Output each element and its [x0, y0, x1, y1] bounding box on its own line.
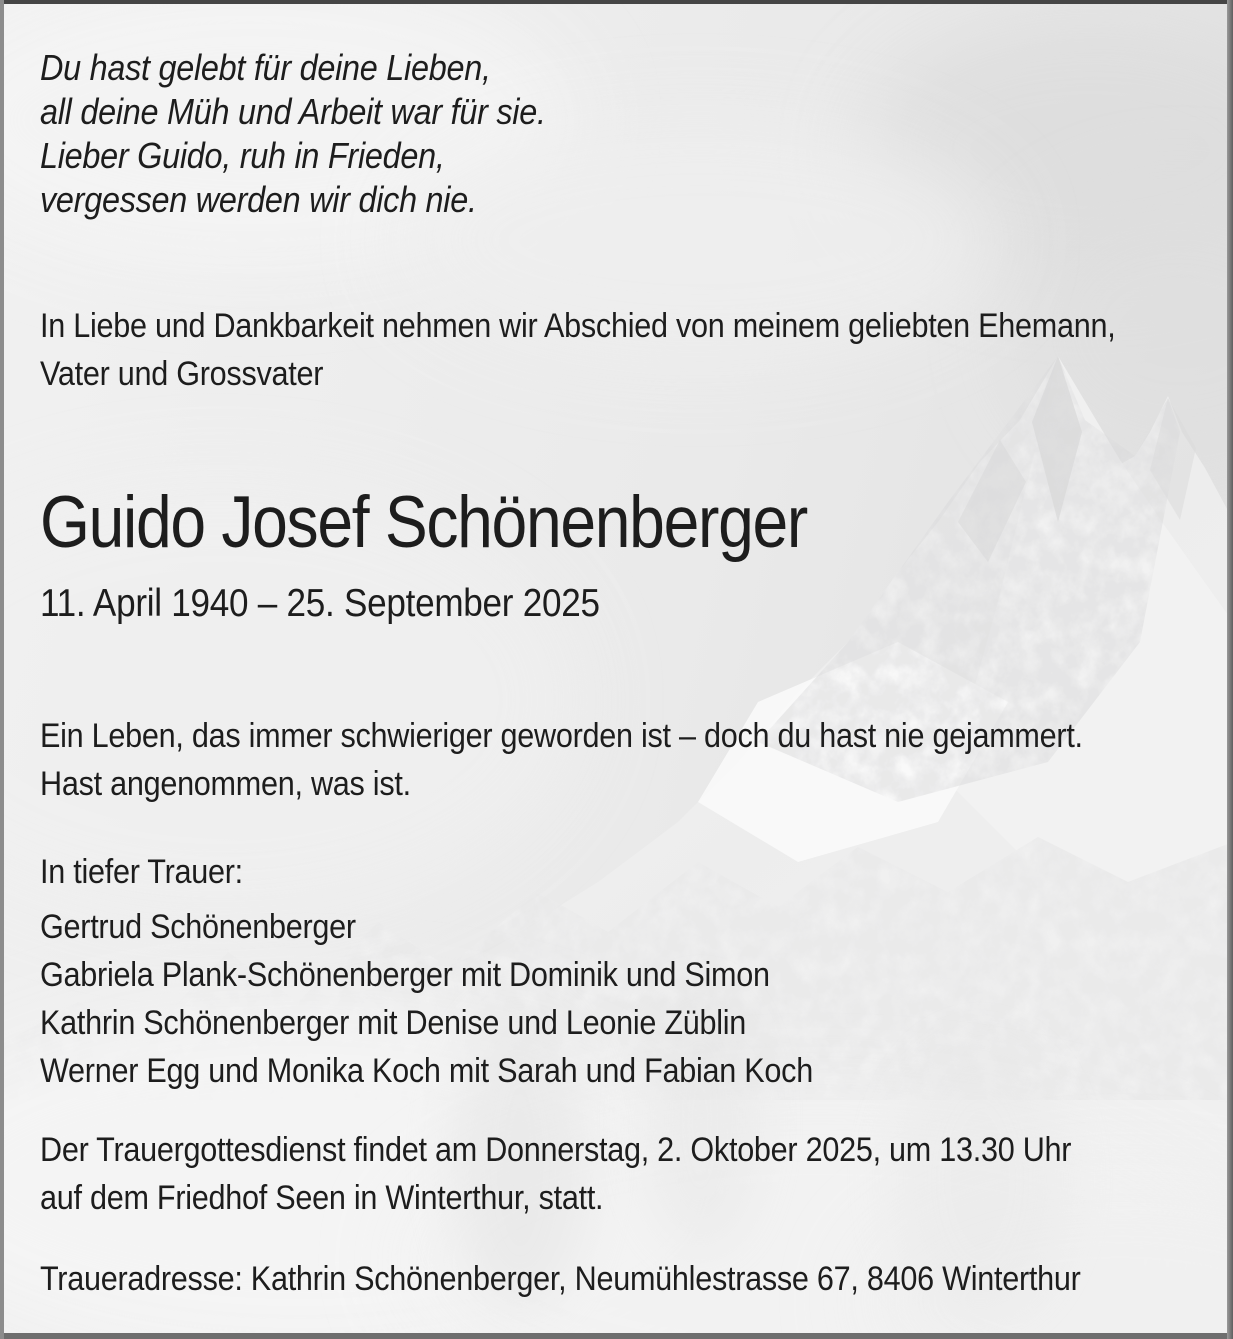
service-line: auf dem Friedhof Seen in Winterthur, statt.: [40, 1179, 604, 1217]
memorial-poem: [40, 46, 546, 222]
mourner-name: Kathrin Schönenberger mit Denise und Leonie Züblin: [40, 1004, 747, 1042]
intro-line: Vater und Grossvater: [40, 355, 324, 393]
poem-line: Lieber Guido, ruh in Frieden,: [40, 135, 445, 176]
mourners-list: [40, 903, 813, 1095]
deceased-name: Guido Josef Schönenberger: [40, 482, 807, 563]
notice-border-bottom: [0, 1333, 1233, 1339]
life-dates: 11. April 1940 – 25. September 2025: [40, 582, 600, 625]
service-line: Der Trauergottesdienst findet am Donnerstag, 2. Oktober 2025, um 13.30 Uhr: [40, 1131, 1072, 1169]
tribute-line: Ein Leben, das immer schwieriger geworden ist – doch du hast nie gejammert.: [40, 717, 1083, 755]
intro-line: In Liebe und Dankbarkeit nehmen wir Abschied von meinem geliebten Ehemann,: [40, 307, 1116, 345]
mourner-name: Gabriela Plank-Schönenberger mit Dominik und Simon: [40, 956, 770, 994]
poem-line: Du hast gelebt für deine Lieben,: [40, 47, 491, 88]
poem-line: all deine Müh und Arbeit war für sie.: [40, 91, 546, 132]
notice-border-left: [0, 0, 4, 1339]
notice-border-right: [1227, 0, 1233, 1339]
poem-line: vergessen werden wir dich nie.: [40, 179, 477, 220]
mourner-name: Gertrud Schönenberger: [40, 908, 356, 946]
funeral-service-info: [40, 1126, 1071, 1222]
mourning-address: Traueradresse: Kathrin Schönenberger, Neumühlestrasse 67, 8406 Winterthur: [40, 1260, 1081, 1298]
farewell-intro: [40, 302, 1116, 398]
mourner-name: Werner Egg und Monika Koch mit Sarah und Fabian Koch: [40, 1052, 813, 1090]
tribute-text: [40, 712, 1083, 808]
notice-border-top: [0, 0, 1233, 4]
tribute-line: Hast angenommen, was ist.: [40, 765, 411, 803]
mourning-label: In tiefer Trauer:: [40, 853, 243, 891]
